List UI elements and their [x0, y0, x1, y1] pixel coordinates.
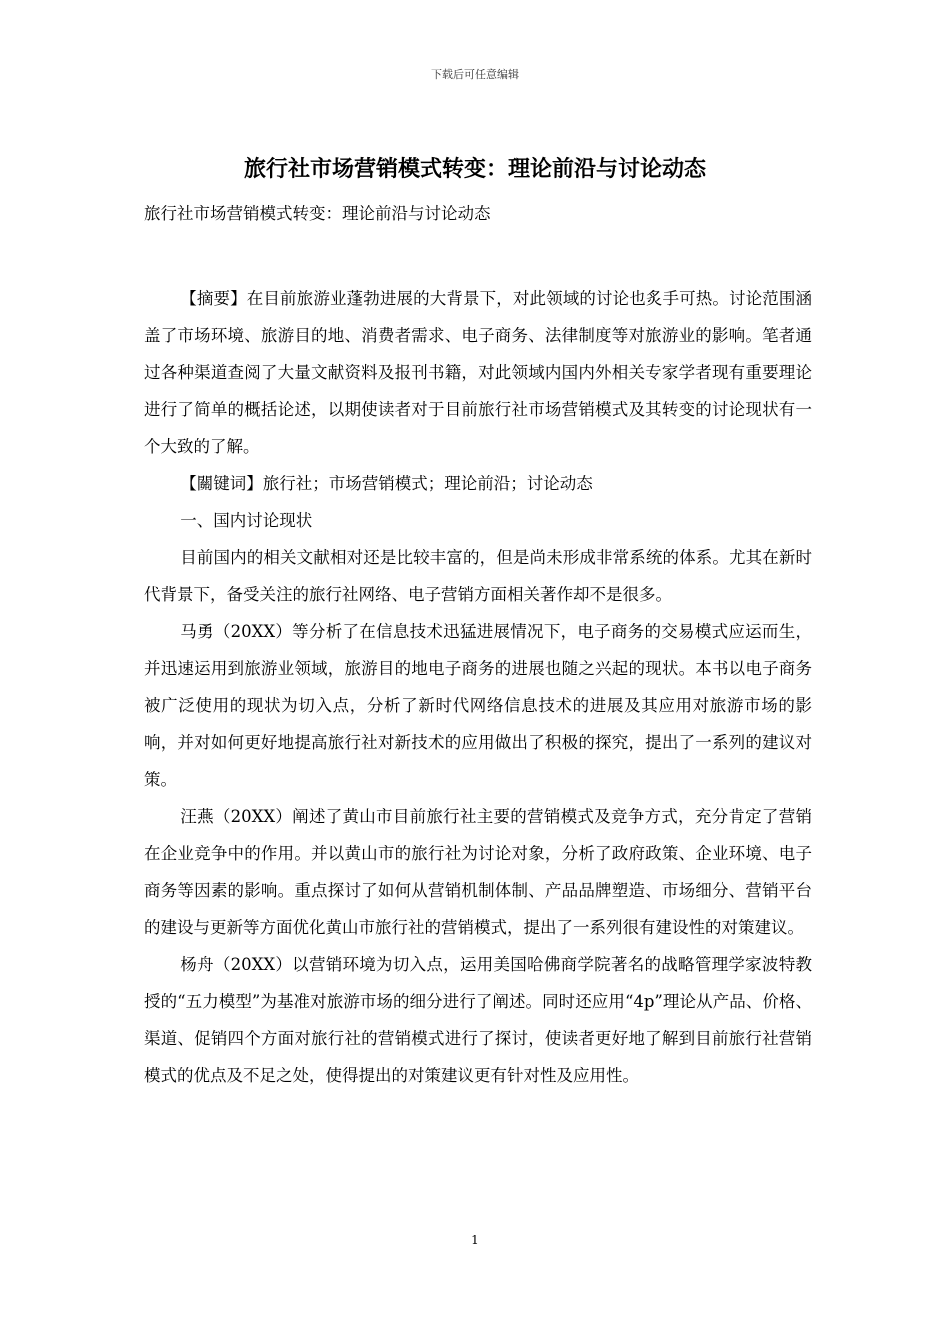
- abstract-paragraph: 【摘要】在目前旅游业蓬勃进展的大背景下，对此领域的讨论也炙手可热。讨论范围涵盖了市场环境、旅游目的地、消费者需求、电子商务、法律制度等对旅游业的影响。笔者通过各种渠道查阅了大量文献资料及报刊书籍，对此领域内国内外相关专家学者现有重要理论进行了简单的概括论述，以期使读者对于目前旅行社市场营销模式及其转变的讨论现状有一个大致的了解。: [144, 289, 812, 456]
- page-header-note: 下载后可任意编辑: [431, 68, 519, 81]
- body-paragraph: 杨舟（20XX）以营销环境为切入点，运用美国哈佛商学院著名的战略管理学家波特教授的“五力模型”为基准对旅游市场的细分进行了阐述。同时还应用“4p”理论从产品、价格、渠道、促销四个方面对旅行社的营销模式进行了探讨，使读者更好地了解到目前旅行社营销模式的优点及不足之处，使得提出的对策建议更有针对性及应用性。: [144, 955, 812, 1085]
- document-body: [144, 195, 812, 1094]
- document-subtitle: 旅行社市场营销模式转变：理论前沿与讨论动态: [144, 204, 491, 223]
- page-number: 1: [471, 1233, 479, 1247]
- keywords-paragraph: 【關键词】旅行社；市场营销模式；理论前沿；讨论动态: [180, 474, 593, 493]
- body-paragraph: 汪燕（20XX）阐述了黄山市目前旅行社主要的营销模式及竞争方式，充分肯定了营销在企业竞争中的作用。并以黄山市的旅行社为讨论对象，分析了政府政策、企业环境、电子商务等因素的影响。重点探讨了如何从营销机制体制、产品品牌塑造、市场细分、营销平台的建设与更新等方面优化黄山市旅行社的营销模式，提出了一系列很有建设性的对策建议。: [144, 807, 812, 937]
- body-paragraph: 目前国内的相关文献相对还是比较丰富的，但是尚未形成非常系统的体系。尤其在新时代背景下，备受关注的旅行社网络、电子营销方面相关著作却不是很多。: [144, 548, 812, 604]
- section-heading-domestic: 一、国内讨论现状: [180, 511, 313, 530]
- document-title: 旅行社市场营销模式转变：理论前沿与讨论动态: [243, 156, 706, 182]
- body-paragraph: 马勇（20XX）等分析了在信息技术迅猛进展情况下，电子商务的交易模式应运而生，并迅速运用到旅游业领域，旅游目的地电子商务的进展也随之兴起的现状。本书以电子商务被广泛使用的现状为切入点，分析了新时代网络信息技术的进展及其应用对旅游市场的影响，并对如何更好地提高旅行社对新技术的应用做出了积极的探究，提出了一系列的建议对策。: [144, 622, 812, 789]
